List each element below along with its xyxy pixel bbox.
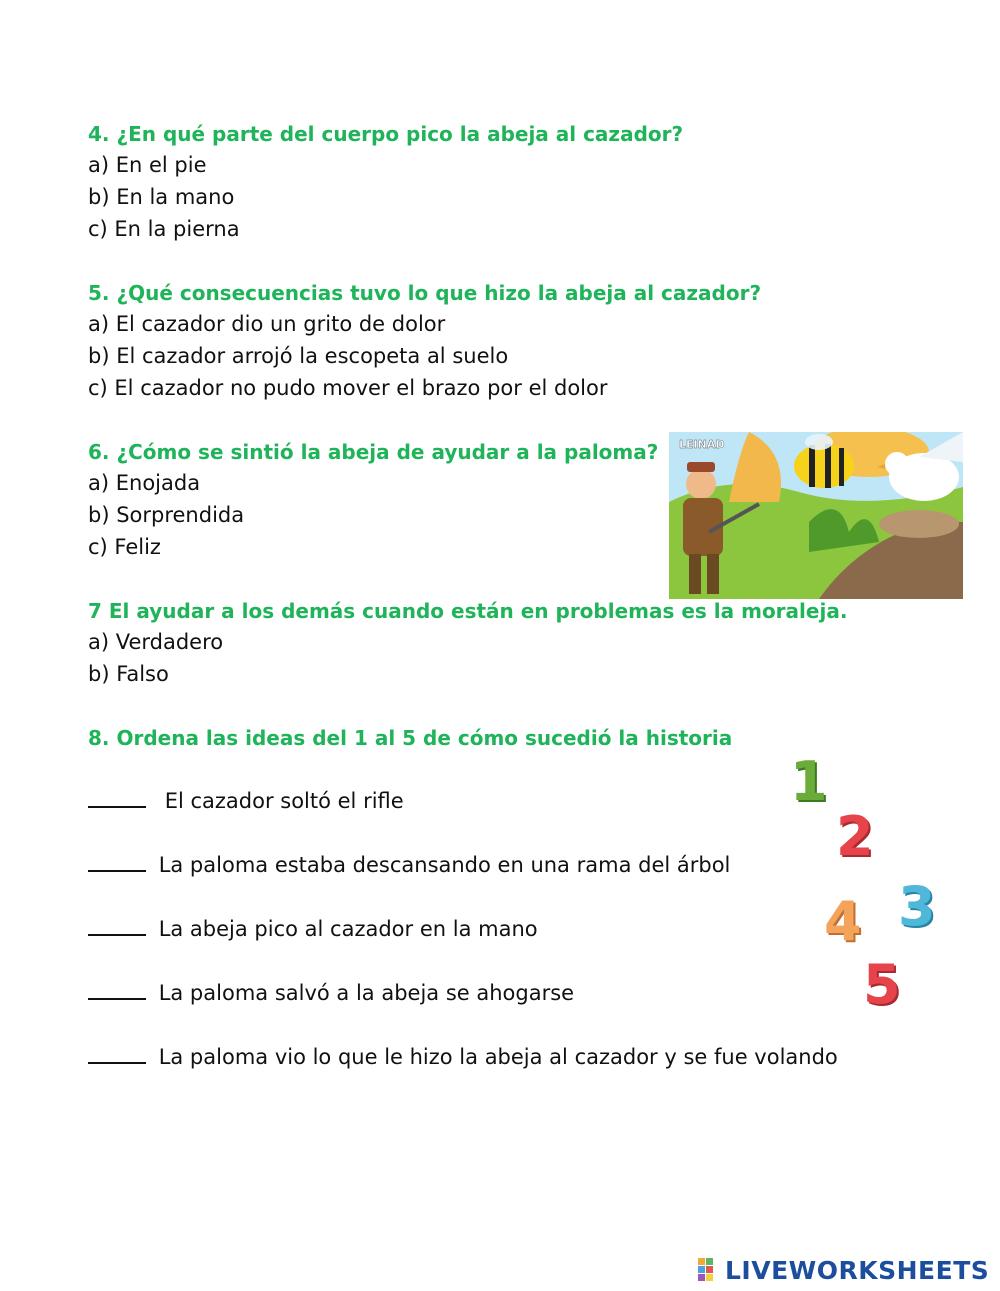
question-6-option-b[interactable]: b) Sorprendida	[88, 503, 245, 527]
question-4-title: 4. ¿En qué parte del cuerpo pico la abeja al cazador?	[88, 122, 684, 146]
order-blank-5[interactable]	[88, 1044, 146, 1064]
order-blank-3[interactable]	[88, 916, 146, 936]
number-1-graphic: 1	[790, 750, 828, 813]
order-blank-1[interactable]	[88, 788, 146, 808]
order-blank-4[interactable]	[88, 980, 146, 1000]
logo-text: LIVEWORKSHEETS	[725, 1255, 990, 1285]
number-2-graphic: 2	[836, 805, 874, 868]
question-5-title: 5. ¿Qué consecuencias tuvo lo que hizo la abeja al cazador?	[88, 281, 762, 305]
question-6-option-a[interactable]: a) Enojada	[88, 471, 201, 495]
order-row-4	[88, 980, 574, 1005]
liveworksheets-logo-icon	[698, 1258, 722, 1282]
question-5-option-a[interactable]: a) El cazador dio un grito de dolor	[88, 312, 446, 336]
question-6-option-c[interactable]: c) Feliz	[88, 535, 161, 559]
illustration-watermark: LEINAD	[679, 438, 725, 451]
question-7-option-a[interactable]: a) Verdadero	[88, 630, 224, 654]
number-3-graphic: 3	[898, 875, 936, 938]
order-row-2	[88, 852, 730, 877]
question-7-title: 7 El ayudar a los demás cuando están en problemas es la moraleja.	[88, 599, 848, 623]
question-5-option-c[interactable]: c) El cazador no pudo mover el brazo por el dolor	[88, 376, 608, 400]
liveworksheets-logo[interactable]	[698, 1255, 989, 1285]
number-4-graphic: 4	[824, 890, 862, 953]
order-item-4-text: La paloma salvó a la abeja se ahogarse	[158, 981, 575, 1005]
order-row-3	[88, 916, 538, 941]
order-row-1	[88, 788, 404, 813]
question-5-option-b[interactable]: b) El cazador arrojó la escopeta al suelo	[88, 344, 509, 368]
story-illustration	[669, 432, 963, 599]
order-blank-2[interactable]	[88, 852, 146, 872]
question-7-option-b[interactable]: b) Falso	[88, 662, 169, 686]
question-8-title: 8. Ordena las ideas del 1 al 5 de cómo sucedió la historia	[88, 726, 733, 750]
order-item-3-text: La abeja pico al cazador en la mano	[158, 917, 538, 941]
order-item-1-text: El cazador soltó el rifle	[164, 789, 404, 813]
question-4-option-a[interactable]: a) En el pie	[88, 153, 207, 177]
number-5-graphic: 5	[863, 953, 901, 1016]
question-4-option-b[interactable]: b) En la mano	[88, 185, 235, 209]
question-6-title: 6. ¿Cómo se sintió la abeja de ayudar a la paloma?	[88, 440, 659, 464]
question-4-option-c[interactable]: c) En la pierna	[88, 217, 240, 241]
order-row-5	[88, 1044, 838, 1069]
order-item-5-text: La paloma vio lo que le hizo la abeja al cazador y se fue volando	[158, 1045, 838, 1069]
order-item-2-text: La paloma estaba descansando en una rama del árbol	[158, 853, 731, 877]
